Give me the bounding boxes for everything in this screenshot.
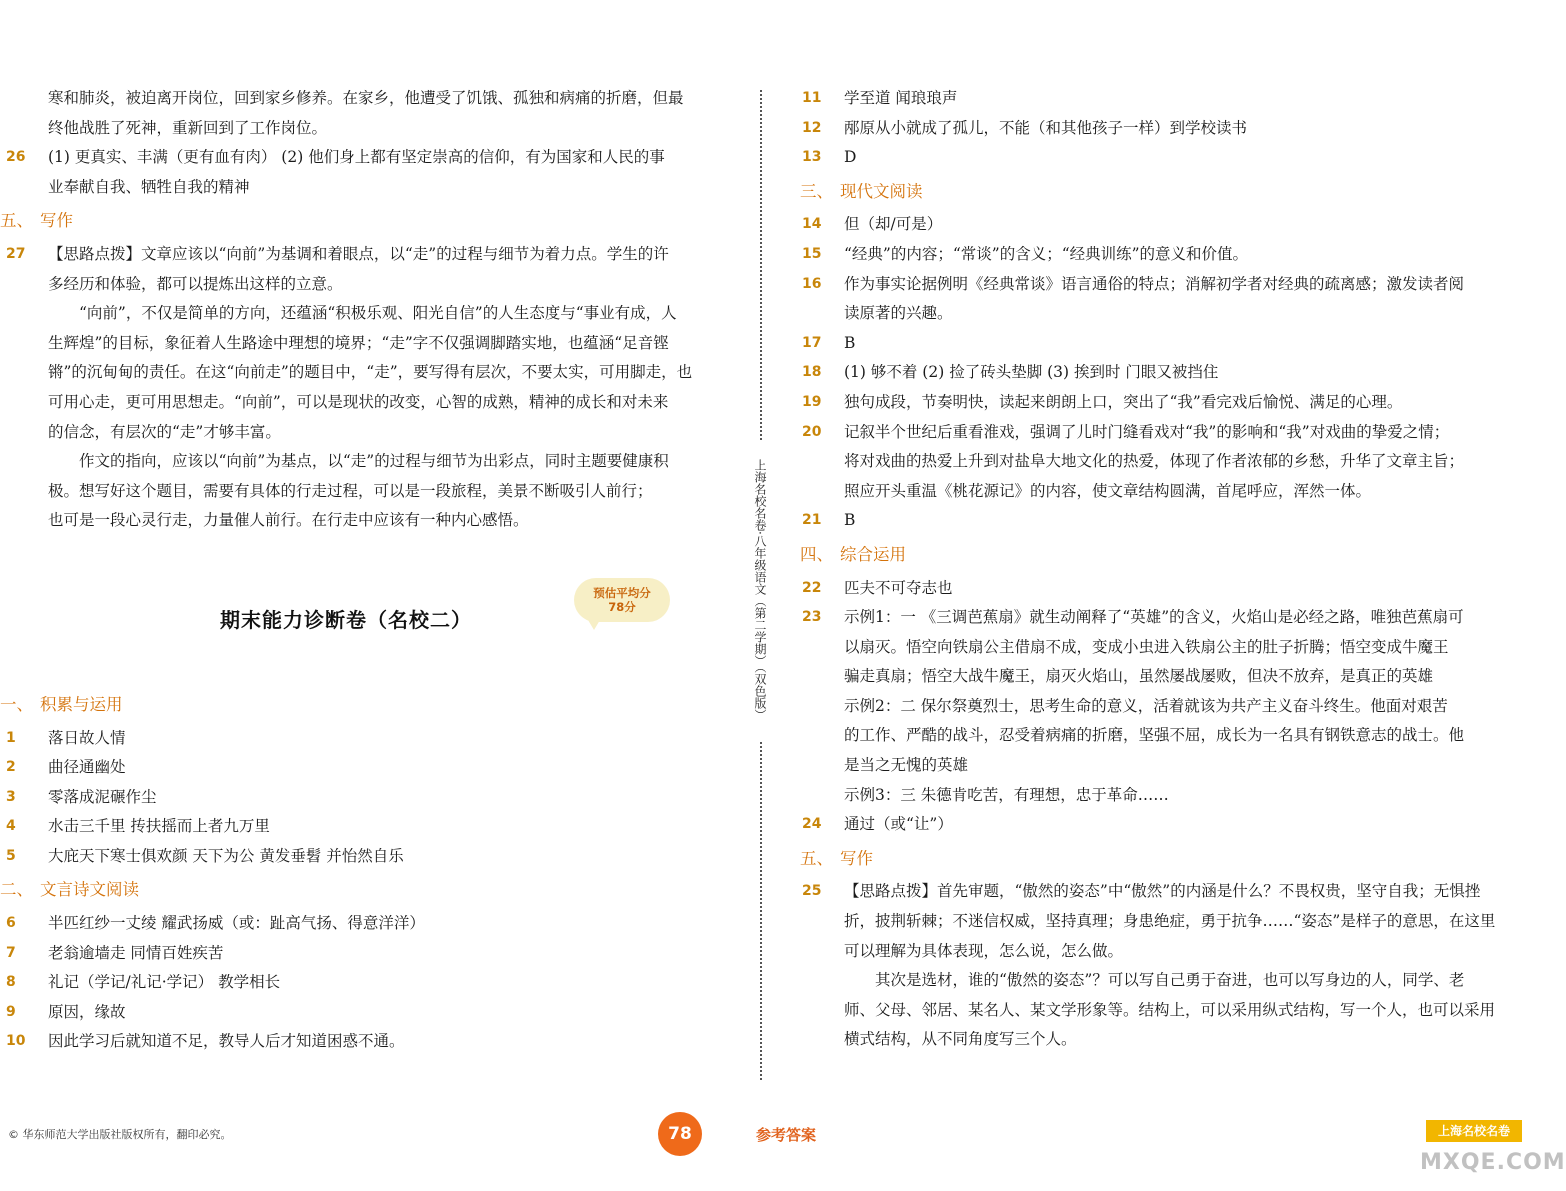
answer-item <box>796 143 1526 173</box>
question-number: 15 <box>802 245 822 262</box>
answer-text: 水击三千里 抟扶摇而上者九万里 <box>48 817 270 836</box>
answer-text: 原因，缘故 <box>48 1002 126 1021</box>
answer-line: 示例3：三 朱德肯吃苦，有理想，忠于革命…… <box>844 785 1169 804</box>
intro-line-2: 终他战胜了死神，重新回到了工作岗位。 <box>48 118 328 137</box>
answer-item <box>796 810 1526 840</box>
answer-item <box>796 329 1526 359</box>
answer-text: 大庇天下寒士俱欢颜 天下为公 黄发垂髫 并怡然自乐 <box>48 846 404 865</box>
question-number: 2 <box>6 759 16 776</box>
answer-line: 匹夫不可夺志也 <box>844 578 953 597</box>
answer-item <box>796 240 1526 270</box>
comprehensive-answers <box>796 574 1526 840</box>
answer-line: 通过（或“让”） <box>844 815 953 834</box>
page-number: 78 <box>658 1112 702 1156</box>
answer-text: 因此学习后就知道不足，教导人后才知道困惑不通。 <box>48 1032 405 1051</box>
question-number: 27 <box>6 245 26 262</box>
answer-text: 邴原从小就成了孤儿，不能（和其他孩子一样）到学校读书 <box>844 118 1248 137</box>
section-comprehensive-heading: 四、 综合运用 <box>800 544 906 564</box>
answer-text: 礼记（学记/礼记·学记） 教学相长 <box>48 973 281 992</box>
question-number: 7 <box>6 944 16 961</box>
question-number: 3 <box>6 788 16 805</box>
answer-item <box>0 812 726 842</box>
classical-reading-answers-cont <box>796 84 1526 173</box>
answer-line: 是当之无愧的英雄 <box>844 756 969 775</box>
answer-text: 老翁逾墙走 同情百姓疾苦 <box>48 943 224 962</box>
answer-text: 曲径通幽处 <box>48 758 126 777</box>
question-number: 25 <box>802 883 822 900</box>
answers-label: 参考答案 <box>756 1126 817 1144</box>
section-writing-heading-2: 五、 写作 <box>800 848 873 868</box>
question-number: 12 <box>802 119 822 136</box>
answer-item <box>0 842 726 872</box>
question-number: 11 <box>802 90 822 106</box>
question-number: 20 <box>802 423 822 440</box>
answer-line: 读原著的兴趣。 <box>844 304 953 323</box>
answer-line: 以扇灭。悟空向铁扇公主借扇不成，变成小虫进入铁扇公主的肚子折腾；悟空变成牛魔王 <box>844 637 1449 656</box>
answer-item <box>796 84 1526 114</box>
accumulation-answers <box>0 724 726 872</box>
question-number: 13 <box>802 149 822 166</box>
answer-item <box>796 270 1526 329</box>
question-number: 10 <box>6 1033 26 1050</box>
paper-title-block <box>0 536 726 686</box>
answer-line: 的工作、严酷的战斗，忍受着病痛的折磨，坚强不屈，成长为一名具有钢铁意志的战士。他 <box>844 726 1465 745</box>
answer-item <box>796 574 1526 604</box>
question-number: 22 <box>802 579 822 596</box>
question-number: 1 <box>6 729 16 746</box>
answer-item <box>0 939 726 969</box>
question-number: 19 <box>802 393 822 410</box>
answer-line: B <box>844 333 856 352</box>
answer-text: 半匹红纱一丈绫 耀武扬威（或：趾高气扬、得意洋洋） <box>48 914 425 933</box>
question-26: 26 (1) 更真实、丰满（更有血有肉） (2) 他们身上都有坚定崇高的信仰，有为国家和人民的事 业奉献自我、牺牲自我的精神 <box>0 143 726 202</box>
question-27: 27 【思路点拨】文章应该以“向前”为基调和着眼点，以“走”的过程与细节为着力点。学生的许 多经历和体验，都可以提炼出这样的立意。 “向前”，不仅是简单的方向，还蕴涵“积极乐观、阳光自信”的人生态度与“事业有成，人 生辉煌”的目标，象征着人生路途中理想的境界；“走”字不仅强调脚踏实地，也蕴涵“足音铿 锵”的沉甸甸的责任。在这“向前走”的题目中，“走”，要写得有层次，不要太实，可用脚走，也 可用心走，更可用思想走。“向前”，可以是现状的改变，心智的成熟，精神的成长和对未来 的信念，有层次的“走”才够丰富。 作文的指向，应该以“向前”为基点，以“走”的过程与细节为出彩点，同时主题要健康积 极。想写好这个题目，需要有具体的行走过程，可以是一段旅程，美景不断吸引人前行； 也可是一段心灵行走，力量催人前行。在行走中应该有一种内心感悟。 <box>0 240 726 536</box>
answer-line: 示例2：二 保尔祭奠烈士，思考生命的意义，活着就该为共产主义奋斗终生。他面对艰苦 <box>844 696 1448 715</box>
answer-text: 落日故人情 <box>48 728 126 747</box>
question-number: 21 <box>802 512 822 529</box>
answer-item <box>796 210 1526 240</box>
question-number: 23 <box>802 609 822 626</box>
answer-text: 零落成泥碾作尘 <box>48 787 157 806</box>
section-modern-reading-heading: 三、 现代文阅读 <box>800 181 923 201</box>
question-number: 24 <box>802 816 822 833</box>
question-number: 4 <box>6 818 16 835</box>
question-number: 16 <box>802 275 822 292</box>
spine-text: 上海名校名卷·八年级语文（第二学期）（双色版） <box>748 440 772 740</box>
answer-item <box>796 506 1526 536</box>
section-classical-reading-heading: 二、 文言诗文阅读 <box>0 880 139 900</box>
answer-line: 照应开头重温《桃花源记》的内容，使文章结构圆满，首尾呼应，浑然一体。 <box>844 481 1372 500</box>
answer-text: 学至道 闻琅琅声 <box>844 89 958 107</box>
answer-item <box>0 968 726 998</box>
answer-item <box>796 418 1526 507</box>
answer-line: 记叙半个世纪后重看淮戏，强调了儿时门缝看戏对“我”的影响和“我”对戏曲的挚爱之情； <box>844 422 1450 441</box>
answer-item <box>0 753 726 783</box>
answer-item <box>796 358 1526 388</box>
right-column <box>796 84 1526 1055</box>
answer-item <box>0 909 726 939</box>
question-number: 5 <box>6 847 16 864</box>
answer-item <box>0 783 726 813</box>
answer-item <box>0 724 726 754</box>
answer-item <box>796 603 1526 810</box>
paper-title: 期末能力诊断卷（名校二） <box>220 607 472 632</box>
question-number: 26 <box>6 149 26 166</box>
answer-item <box>0 998 726 1028</box>
answer-item <box>796 114 1526 144</box>
answer-item <box>0 1027 726 1057</box>
question-number: 6 <box>6 915 16 932</box>
answer-line: 骗走真扇；悟空大战牛魔王，扇灭火焰山，虽然屡战屡败，但决不放弃，是真正的英雄 <box>844 667 1434 686</box>
answer-line: “经典”的内容；“常谈”的含义；“经典训练”的意义和价值。 <box>844 244 1249 263</box>
brand-label: 上海名校名卷 <box>1426 1120 1522 1142</box>
modern-reading-answers <box>796 210 1526 536</box>
answer-line: (1) 够不着 (2) 捡了砖头垫脚 (3) 挨到时 门眼又被挡住 <box>844 363 1219 382</box>
answer-line: 但（却/可是） <box>844 215 943 234</box>
answer-line: 将对戏曲的热爱上升到对盐阜大地文化的热爱，体现了作者浓郁的乡愁，升华了文章主旨； <box>844 452 1465 471</box>
answer-text: D <box>844 148 857 167</box>
question-number: 14 <box>802 216 822 233</box>
copyright-notice: © 华东师范大学出版社版权所有，翻印必究。 <box>8 1128 232 1141</box>
answer-item <box>796 388 1526 418</box>
left-column <box>0 84 726 1057</box>
question-number: 9 <box>6 1003 16 1020</box>
intro-line-1: 寒和肺炎，被迫离开岗位，回到家乡修养。在家乡，他遭受了饥饿、孤独和病痛的折磨，但最 <box>48 89 684 107</box>
question-number: 17 <box>802 334 822 351</box>
answer-line: 作为事实论据例明《经典常谈》语言通俗的特点；消解初学者对经典的疏离感；激发读者阅 <box>844 274 1465 293</box>
watermark: MXQE.COM <box>1420 1150 1566 1175</box>
section-accumulation-heading: 一、 积累与运用 <box>0 694 123 714</box>
average-score-badge: 预估平均分 78分 <box>574 578 670 622</box>
question-25: 25 【思路点拨】首先审题，“傲然的姿态”中“傲然”的内涵是什么？不畏权贵，坚守自我；无惧挫 折，披荆斩棘；不迷信权威，坚持真理；身患绝症，勇于抗争……“姿态”是样子的意思，在这里 可以理解为具体表现，怎么说，怎么做。 其次是选材，谁的“傲然的姿态”？可以写自己勇于奋进，也可以写身边的人，同学、老 师、父母、邻居、某名人、某文学形象等。结构上，可以采用纵式结构，写一个人，也可以采用 横式结构，从不同角度写三个人。 <box>796 877 1526 1055</box>
classical-reading-answers <box>0 909 726 1057</box>
answer-line: B <box>844 511 856 530</box>
answer-line: 独句成段，节奏明快，读起来朗朗上口，突出了“我”看完戏后愉悦、满足的心理。 <box>844 392 1403 411</box>
question-number: 8 <box>6 974 16 991</box>
section-writing-heading: 五、 写作 <box>0 211 73 231</box>
question-number: 18 <box>802 364 822 381</box>
answer-line: 示例1：一 《三调芭蕉扇》就生动阐释了“英雄”的含义，火焰山是必经之路，唯独芭蕉扇可 <box>844 608 1464 627</box>
